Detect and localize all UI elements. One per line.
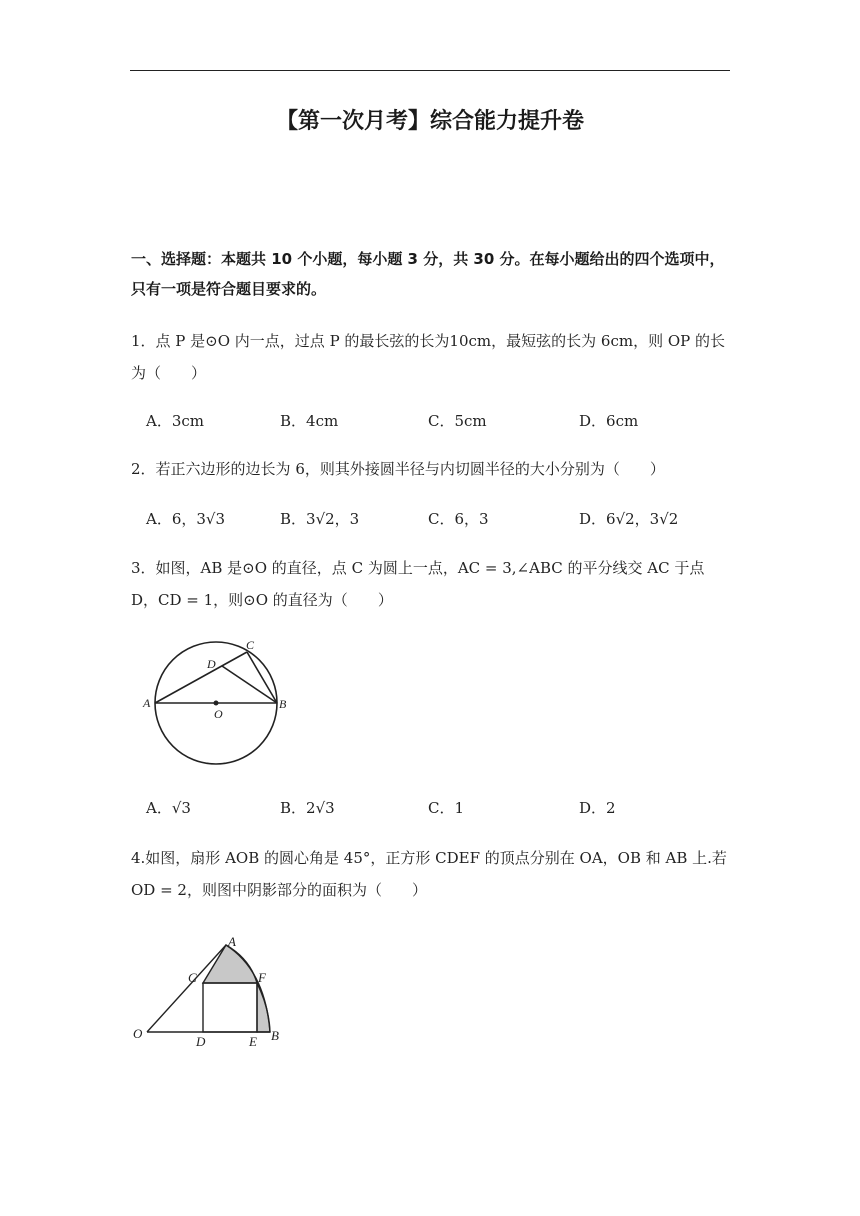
- shaded-region-top: [203, 945, 257, 983]
- question-3-figure: [140, 636, 300, 766]
- option-c: C．5cm: [428, 412, 487, 430]
- option-b: B．4cm: [280, 412, 339, 430]
- section-heading: 一、选择题：本题共 10 个小题，每小题 3 分，共 30 分。在每小题给出的四个选项中，只有一项是符合题目要求的。: [131, 250, 725, 298]
- label-a: A: [228, 934, 236, 949]
- question-4-figure: [130, 932, 290, 1052]
- question-1-options: [146, 410, 730, 434]
- label-e: E: [249, 1034, 257, 1049]
- header-rule: [130, 70, 730, 71]
- document-title: 【第一次月考】综合能力提升卷: [275, 109, 584, 134]
- chord-cb: [247, 652, 277, 703]
- square-cdef: [203, 983, 257, 1032]
- label-d: D: [207, 657, 216, 671]
- label-d: D: [196, 1034, 206, 1049]
- option-a: A．6，3√3: [146, 510, 226, 528]
- label-b: B: [271, 1028, 279, 1043]
- option-a: A．3cm: [146, 412, 205, 430]
- shaded-region-right: [257, 983, 270, 1032]
- option-b: B．3√2，3: [280, 510, 360, 528]
- option-d: D．6√2，3√2: [579, 510, 679, 528]
- option-c: C．6，3: [428, 510, 489, 528]
- label-c: C: [246, 638, 255, 652]
- label-a: A: [143, 696, 151, 710]
- option-c: C．1: [428, 799, 465, 817]
- chord-ac: [155, 652, 247, 703]
- option-b: B．2√3: [280, 799, 335, 817]
- label-f: F: [258, 970, 266, 985]
- question-1-stem: 1．点 P 是⊙O 内一点，过点 P 的最长弦的长为10cm，最短弦的长为 6cm，则 OP 的长为（ ）: [131, 332, 726, 382]
- question-2-stem: 2．若正六边形的边长为 6，则其外接圆半径与内切圆半径的大小分别为（ ）: [131, 460, 665, 478]
- question-3-stem: 3．如图，AB 是⊙O 的直径，点 C 为圆上一点，AC = 3,∠ABC 的平分线交 AC 于点 D，CD = 1，则⊙O 的直径为（ ）: [131, 559, 705, 609]
- label-o: O: [133, 1026, 143, 1041]
- question-2-options: [146, 508, 730, 532]
- radius-oa: [147, 945, 226, 1032]
- question-3-options: [146, 797, 730, 821]
- option-d: D．2: [579, 799, 616, 817]
- center-dot: [214, 701, 219, 706]
- option-a: A．√3: [146, 799, 191, 817]
- label-b: B: [279, 697, 287, 711]
- label-c: C: [188, 970, 197, 985]
- label-o: O: [214, 707, 223, 721]
- question-4-stem: 4.如图，扇形 AOB 的圆心角是 45°，正方形 CDEF 的顶点分别在 OA，OB 和 AB 上.若 OD = 2，则图中阴影部分的面积为（ ）: [131, 849, 727, 899]
- option-d: D．6cm: [579, 412, 639, 430]
